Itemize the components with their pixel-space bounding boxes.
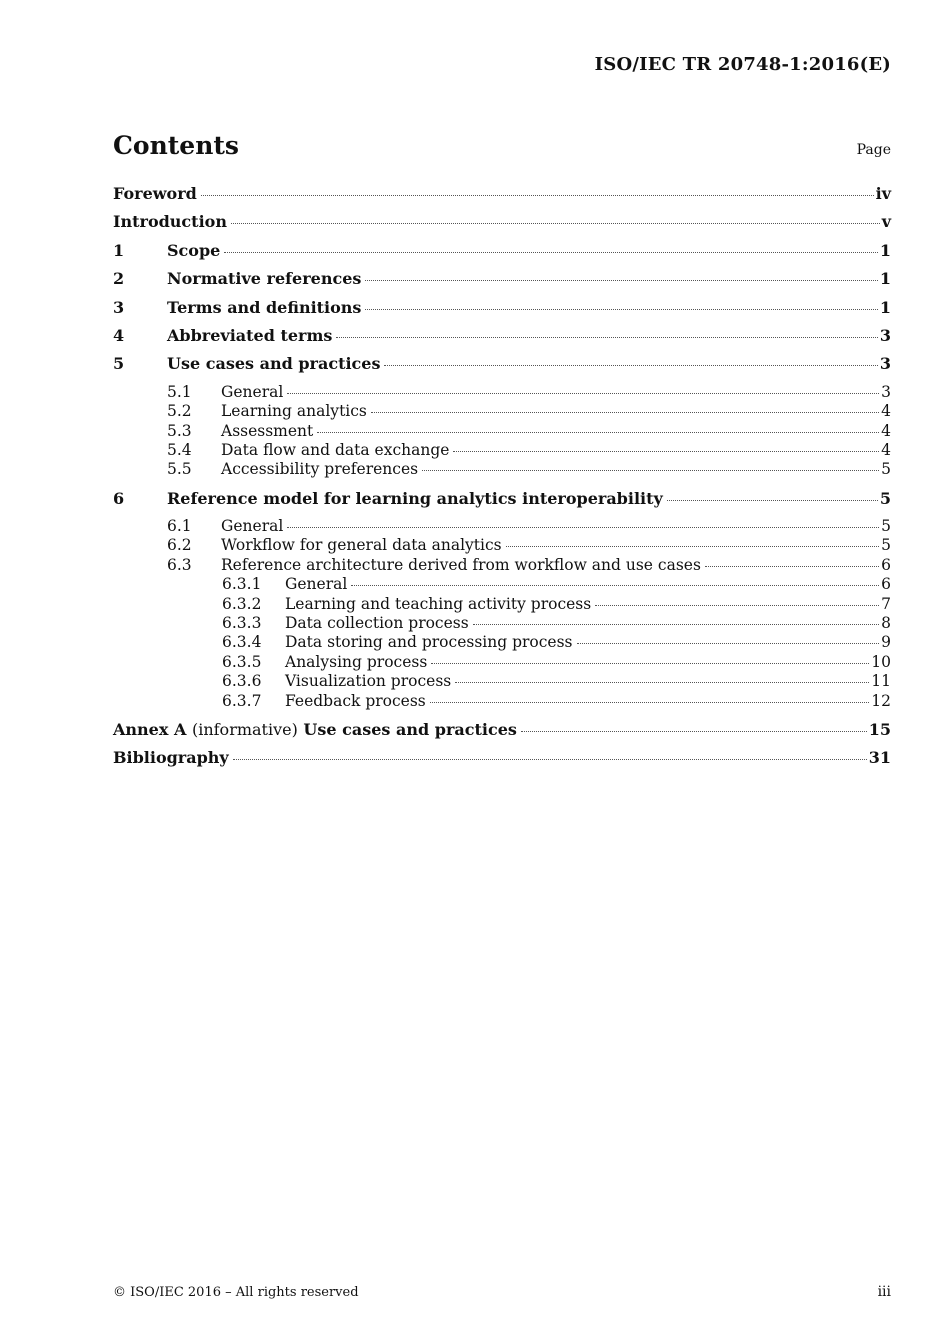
- copyright-notice: © ISO/IEC 2016 – All rights reserved: [113, 1285, 359, 1300]
- toc-entry-page: 11: [871, 672, 891, 691]
- annex-title: Use cases and practices: [303, 719, 517, 739]
- toc-entry-number: 6.3: [167, 555, 192, 574]
- toc-entry-number: 6.3.7: [222, 691, 262, 710]
- toc-entry-number: 6.3.3: [222, 614, 262, 633]
- dot-leader: [667, 500, 878, 501]
- toc-entry-number: 5: [113, 354, 125, 374]
- toc-entry[interactable]: [113, 402, 891, 421]
- toc-entry[interactable]: [113, 672, 891, 691]
- toc-entry-page: 3: [881, 382, 891, 401]
- dot-leader: [231, 223, 880, 224]
- toc-entry-title: Assessment: [221, 421, 314, 440]
- toc-entry-page: 6: [881, 555, 891, 574]
- dot-leader: [430, 702, 870, 703]
- dot-leader: [473, 624, 879, 625]
- toc-entry-title: Workflow for general data analytics: [221, 536, 502, 555]
- toc-entry-title: Data storing and processing process: [285, 633, 573, 652]
- toc-entry[interactable]: [113, 298, 891, 326]
- toc-entry-number: 5.2: [167, 402, 192, 421]
- toc-entry[interactable]: [113, 595, 891, 614]
- toc-entry-number: 6.3.1: [222, 575, 262, 594]
- toc-entry-number: 4: [113, 325, 125, 345]
- toc-entry[interactable]: [113, 383, 891, 402]
- toc-entry-title: General: [221, 517, 284, 536]
- toc-entry[interactable]: [113, 614, 891, 633]
- toc-entry-title: General: [285, 575, 348, 594]
- toc-entry-number: 6.3.5: [222, 652, 262, 671]
- toc-entry-title: General: [221, 382, 284, 401]
- dot-leader: [365, 280, 877, 281]
- toc-entry[interactable]: [113, 326, 891, 354]
- toc-entry-title: Learning and teaching activity process: [285, 594, 592, 613]
- toc-entry[interactable]: [113, 354, 891, 382]
- dot-leader: [201, 195, 874, 196]
- dot-leader: [506, 546, 879, 547]
- toc-entry-title: Data flow and data exchange: [221, 440, 450, 459]
- toc-entry-page: 31: [868, 748, 891, 768]
- toc-entry[interactable]: [113, 653, 891, 672]
- toc-entry-number: 6.2: [167, 536, 192, 555]
- toc-entry-page: 8: [881, 614, 891, 633]
- contents-title: Contents: [113, 131, 240, 160]
- toc-entry[interactable]: [113, 241, 891, 269]
- toc-entry-number: 6: [113, 488, 125, 508]
- toc-entry[interactable]: [113, 575, 891, 594]
- toc-entry-title: Terms and definitions: [167, 297, 362, 317]
- toc-entry-number: 6.3.6: [222, 672, 262, 691]
- toc-entry-title: Reference architecture derived from workflow and use cases: [221, 555, 701, 574]
- dot-leader: [455, 682, 869, 683]
- dot-leader: [317, 432, 879, 433]
- toc-entry-number: 5.5: [167, 460, 192, 479]
- toc-entry-title: Scope: [167, 240, 221, 260]
- toc-entry-number: 5.3: [167, 421, 192, 440]
- toc-entry[interactable]: [113, 748, 891, 776]
- toc-entry[interactable]: [113, 489, 891, 517]
- dot-leader: [287, 393, 879, 394]
- toc-entry-page: 7: [881, 594, 891, 613]
- dot-leader: [371, 412, 879, 413]
- toc-entry-page: 3: [879, 354, 891, 374]
- toc-entry-title: Normative references: [167, 269, 362, 289]
- dot-leader: [287, 527, 879, 528]
- toc-entry[interactable]: [113, 536, 891, 555]
- dot-leader: [336, 337, 877, 338]
- toc-entry[interactable]: [113, 720, 891, 748]
- table-of-contents: [113, 184, 891, 777]
- toc-entry-title: Feedback process: [285, 691, 426, 710]
- toc-entry-page: 4: [881, 440, 891, 459]
- dot-leader: [384, 365, 877, 366]
- toc-entry-number: 3: [113, 297, 125, 317]
- toc-entry-title: Reference model for learning analytics interoperability: [167, 488, 663, 508]
- toc-entry-number: 5.4: [167, 440, 192, 459]
- toc-entry-page: 15: [868, 719, 891, 739]
- toc-entry-page: iv: [875, 184, 891, 203]
- toc-entry-title: Bibliography: [113, 748, 229, 768]
- toc-entry-page: 1: [879, 297, 891, 317]
- annex-label: Annex A: [113, 719, 187, 739]
- toc-entry-page: 12: [871, 691, 891, 710]
- toc-entry-title: Use cases and practices: [167, 354, 381, 374]
- dot-leader: [365, 309, 877, 310]
- dot-leader: [577, 643, 880, 644]
- toc-entry-page: v: [881, 212, 891, 232]
- toc-entry-number: 1: [113, 240, 125, 260]
- toc-entry-title: Foreword: [113, 184, 197, 203]
- toc-entry-page: 3: [879, 325, 891, 345]
- toc-entry-page: 5: [881, 517, 891, 536]
- dot-leader: [453, 451, 879, 452]
- document-id: ISO/IEC TR 20748-1:2016(E): [594, 54, 891, 75]
- toc-entry-page: 1: [879, 240, 891, 260]
- dot-leader: [705, 566, 879, 567]
- toc-entry-page: 5: [881, 460, 891, 479]
- toc-entry[interactable]: [113, 517, 891, 536]
- toc-entry-title: Visualization process: [285, 672, 452, 691]
- dot-leader: [521, 731, 867, 732]
- toc-entry-page: 4: [881, 402, 891, 421]
- page-column-label: Page: [856, 142, 891, 158]
- toc-entry-number: 6.1: [167, 517, 192, 536]
- dot-leader: [233, 759, 867, 760]
- toc-entry-title: [113, 720, 519, 739]
- dot-leader: [595, 605, 879, 606]
- dot-leader: [351, 585, 879, 586]
- toc-entry[interactable]: [113, 633, 891, 652]
- toc-entry-page: 6: [881, 575, 891, 594]
- toc-entry-page: 5: [881, 536, 891, 555]
- toc-entry-title: Data collection process: [285, 614, 469, 633]
- toc-entry[interactable]: [113, 269, 891, 297]
- toc-entry-number: 5.1: [167, 382, 192, 401]
- toc-entry[interactable]: [113, 692, 891, 711]
- toc-entry-number: 6.3.2: [222, 594, 262, 613]
- toc-entry-page: 4: [881, 421, 891, 440]
- dot-leader: [224, 252, 878, 253]
- toc-entry[interactable]: [113, 422, 891, 441]
- toc-entry-title: Accessibility preferences: [221, 460, 419, 479]
- toc-entry-page: 5: [879, 488, 891, 508]
- toc-entry-page: 9: [881, 633, 891, 652]
- toc-entry[interactable]: [113, 441, 891, 460]
- toc-entry[interactable]: [113, 556, 891, 575]
- annex-note: (informative): [191, 719, 298, 739]
- toc-entry-number: 2: [113, 269, 125, 289]
- toc-entry-number: 6.3.4: [222, 633, 262, 652]
- toc-entry-title: Analysing process: [285, 652, 428, 671]
- toc-entry-title: Introduction: [113, 212, 227, 232]
- dot-leader: [422, 470, 879, 471]
- toc-entry-page: 1: [879, 269, 891, 289]
- toc-entry-page: 10: [871, 652, 891, 671]
- toc-entry[interactable]: [113, 460, 891, 479]
- toc-entry-title: Abbreviated terms: [167, 325, 333, 345]
- toc-entry[interactable]: [113, 184, 891, 212]
- toc-entry-title: Learning analytics: [221, 402, 367, 421]
- page-number: iii: [877, 1284, 891, 1300]
- toc-entry[interactable]: [113, 212, 891, 240]
- dot-leader: [431, 663, 869, 664]
